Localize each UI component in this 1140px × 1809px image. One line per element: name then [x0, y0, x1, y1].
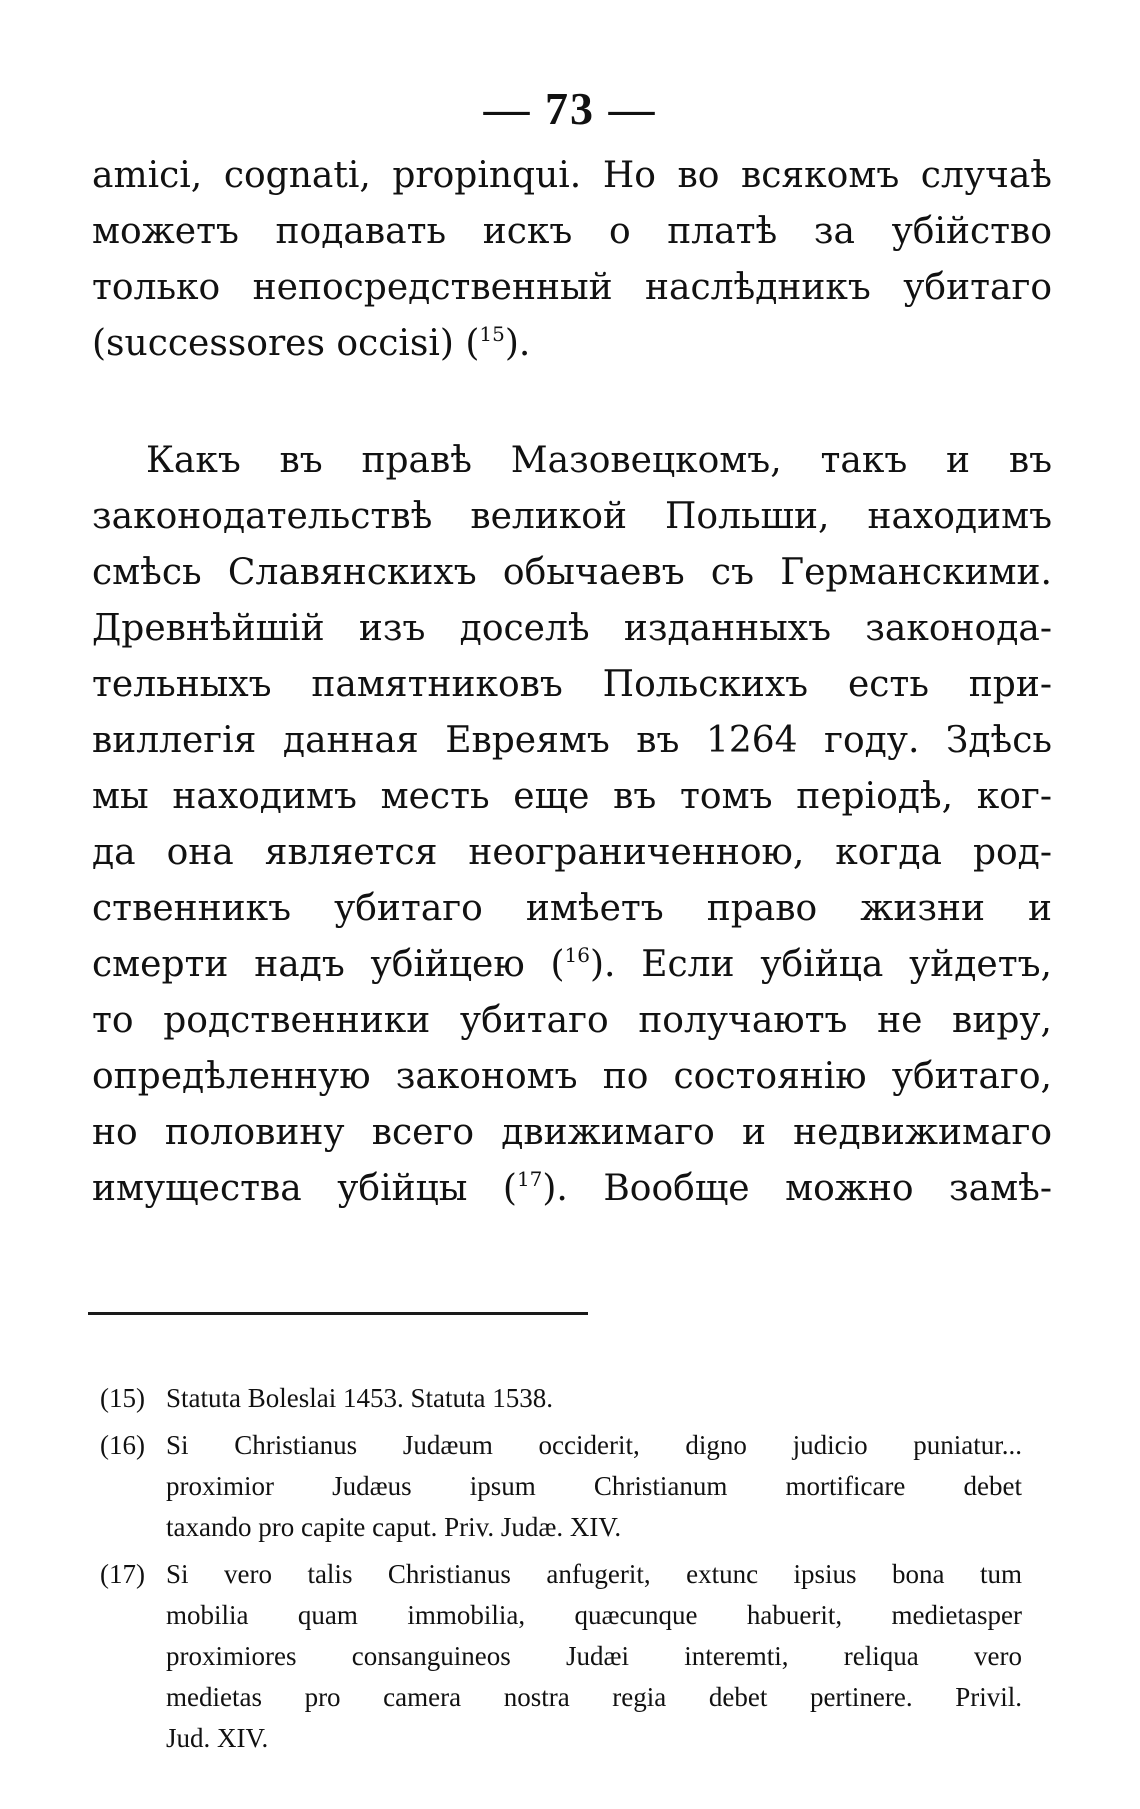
footnote-marker: (16) [100, 1430, 145, 1460]
text-line: Древнѣйшій изъ доселѣ изданныхъ законода- [92, 608, 1052, 649]
footnote-divider [88, 1312, 588, 1315]
text-fragment: (successores occisi) ( [92, 323, 480, 364]
text-fragment: ). Если убійца уйдетъ, [589, 944, 1052, 985]
page-number: — 73 — [483, 83, 657, 134]
text-line: можетъ подавать искъ о платѣ за убійство [92, 211, 1052, 252]
footnote-line: Si vero talis Christianus anfugerit, extunc ipsius bona tum [166, 1559, 1022, 1589]
text-line: да она является неограниченною, когда род- [92, 832, 1052, 873]
text-line: то родственники убитаго получаютъ не виру, [92, 1000, 1052, 1041]
text-line [92, 1161, 1052, 1217]
footnote-ref-17[interactable]: 17 [516, 1167, 543, 1191]
footnotes [92, 1378, 1022, 1765]
text-line: тельныхъ памятниковъ Польскихъ есть при- [92, 664, 1052, 705]
paragraph-2 [92, 433, 1052, 1217]
footnote-16 [92, 1425, 1022, 1548]
footnote-marker: (17) [100, 1559, 145, 1589]
text-line: Какъ въ правѣ Мазовецкомъ, такъ и въ [146, 440, 1052, 481]
footnote-line: Statuta Boleslai 1453. Statuta 1538. [166, 1383, 553, 1413]
footnote-line: proximior Judæus ipsum Christianum mortificare debet [166, 1471, 1022, 1501]
footnote-marker: (15) [100, 1383, 145, 1413]
text-fragment: ). [504, 323, 531, 364]
text-fragment: смерти надъ убійцею ( [92, 944, 565, 985]
footnote-17 [92, 1554, 1022, 1759]
text-line: ственникъ убитаго имѣетъ право жизни и [92, 888, 1052, 929]
text-fragment: имущества убійцы ( [92, 1168, 517, 1209]
text-line: amici, cognati, propinqui. Но во всякомъ случаѣ [92, 155, 1052, 196]
text-line: виллегія данная Евреямъ въ 1264 году. Здѣсь [92, 720, 1052, 761]
footnote-line: mobilia quam immobilia, quæcunque habuerit, medietasper [166, 1600, 1022, 1630]
footnote-line: medietas pro camera nostra regia debet pertinere. Privil. [166, 1682, 1022, 1712]
text-line: мы находимъ месть еще въ томъ періодѣ, ког- [92, 776, 1052, 817]
footnote-line: Jud. XIV. [166, 1723, 269, 1753]
footnote-15 [92, 1378, 1022, 1419]
footnote-line: Si Christianus Judæum occiderit, digno judicio puniatur... [166, 1430, 1022, 1460]
text-line: но половину всего движимаго и недвижимаго [92, 1112, 1052, 1153]
text-line: законодательствѣ великой Польши, находимъ [92, 496, 1052, 537]
footnote-ref-16[interactable]: 16 [564, 943, 590, 967]
text-fragment: ). Вообще можно замѣ- [542, 1168, 1052, 1209]
text-line [92, 316, 1052, 372]
text-line [92, 937, 1052, 993]
text-line: смѣсь Славянскихъ обычаевъ съ Германскими. [92, 552, 1052, 593]
footnote-ref-15[interactable]: 15 [479, 322, 505, 346]
footnote-line: taxando pro capite caput. Priv. Judæ. XIV. [166, 1512, 622, 1542]
footnote-line: proximiores consanguineos Judæi interemti, reliqua vero [166, 1641, 1022, 1671]
text-line: опредѣленную закономъ по состоянію убитаго, [92, 1056, 1052, 1097]
text-line: только непосредственный наслѣдникъ убитаго [92, 267, 1052, 308]
paragraph-1 [92, 148, 1052, 372]
